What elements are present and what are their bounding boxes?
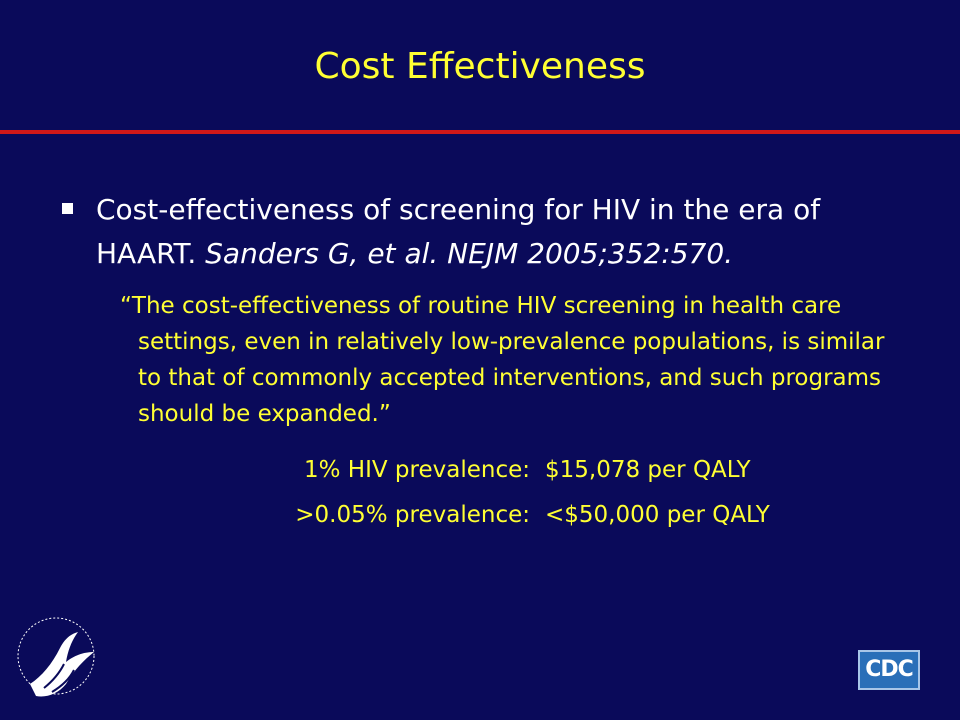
bullet-citation: Sanders G, et al. NEJM 2005;352:570. bbox=[205, 237, 734, 270]
square-bullet-icon bbox=[62, 203, 73, 214]
quote-text: “The cost-effectiveness of routine HIV screening in health care settings, even in relatively low-prevalence populations, is similar to that of commonly accepted interventions, and such programs should be expanded.” bbox=[120, 293, 885, 427]
cdc-logo: CDC bbox=[858, 650, 920, 690]
bullet-main-text: Cost-effectiveness of screening for HIV in the era of HAART. bbox=[96, 193, 821, 270]
slide-title: Cost Effectiveness bbox=[314, 46, 646, 87]
stat-label: >0.05% prevalence: bbox=[295, 502, 530, 528]
hhs-eagle-seal-icon bbox=[8, 606, 108, 710]
stat-value: <$50,000 per QALY bbox=[545, 502, 770, 528]
stat-label: 1% HIV prevalence: bbox=[304, 457, 530, 483]
stat-value: $15,078 per QALY bbox=[545, 457, 751, 483]
bullet-text bbox=[96, 188, 926, 276]
title-divider bbox=[0, 130, 960, 134]
quote-block bbox=[120, 288, 910, 432]
